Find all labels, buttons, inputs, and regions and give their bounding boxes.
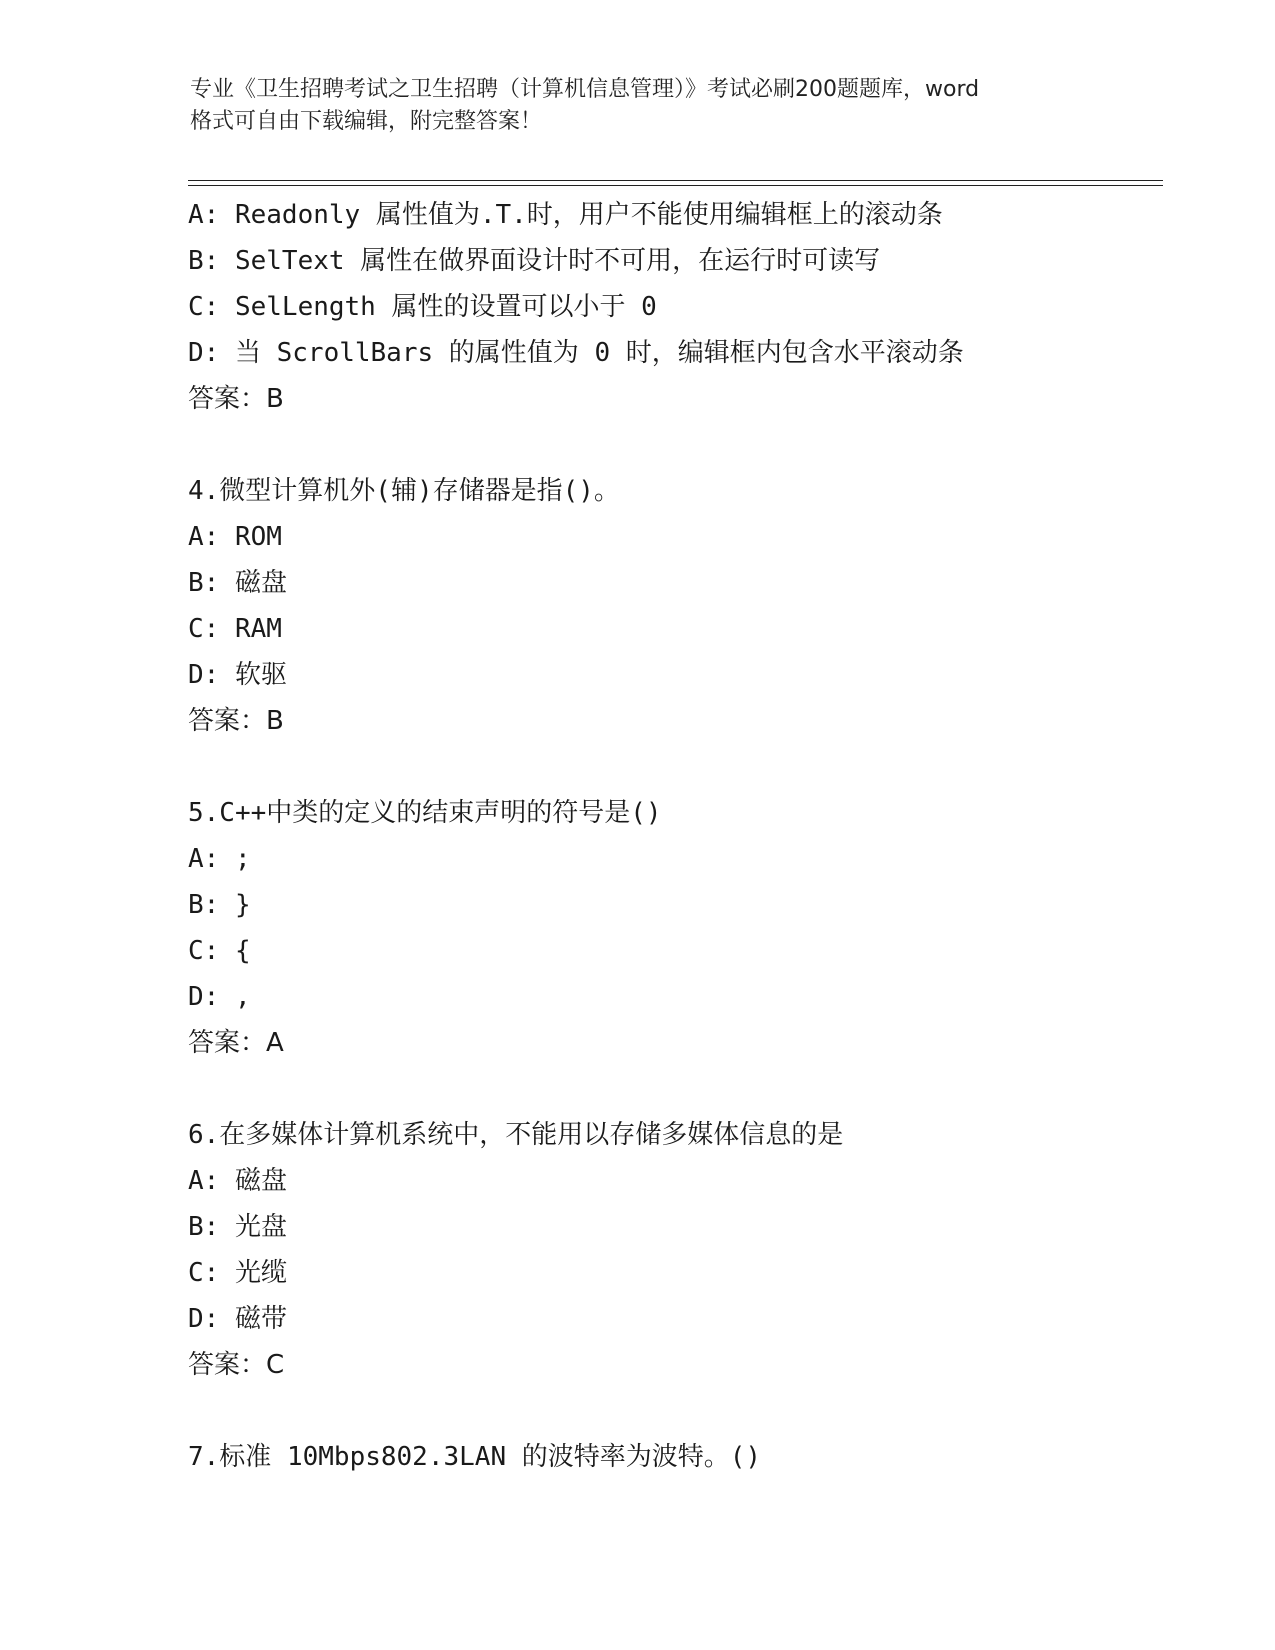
option-c: C: 光缆 [188, 1258, 287, 1288]
option-a: A: ; [188, 844, 251, 874]
question-title: 5.C++中类的定义的结束声明的符号是() [188, 798, 662, 828]
header-line-2: 格式可自由下载编辑，附完整答案！ [190, 109, 543, 134]
spacer [188, 744, 1148, 790]
answer-line: 答案：A [188, 1028, 284, 1058]
option-a: A: ROM [188, 522, 282, 552]
question-title: 4.微型计算机外(辅)存储器是指()。 [188, 476, 620, 506]
answer-line: 答案：B [188, 706, 284, 736]
option-b: B: } [188, 890, 251, 920]
question-6 [188, 1112, 1148, 1388]
option-c: C: RAM [188, 614, 282, 644]
option-d: D: 磁带 [188, 1304, 287, 1334]
option-d: D: 当 ScrollBars 的属性值为 0 时，编辑框内包含水平滚动条 [188, 338, 964, 368]
question-list [188, 192, 1148, 1480]
option-a: A: 磁盘 [188, 1166, 287, 1196]
option-c: C: SelLength 属性的设置可以小于 0 [188, 292, 657, 322]
question-5 [188, 790, 1148, 1066]
answer-line: 答案：C [188, 1350, 285, 1380]
spacer [188, 422, 1148, 468]
header-line-1: 专业《卫生招聘考试之卫生招聘（计算机信息管理）》考试必刷200题题库，word [190, 77, 980, 102]
question-title: 7.标准 10Mbps802.3LAN 的波特率为波特。() [188, 1442, 762, 1472]
question-4 [188, 468, 1148, 744]
document-header [190, 74, 1090, 138]
option-b: B: SelText 属性在做界面设计时不可用，在运行时可读写 [188, 246, 881, 276]
header-divider-thin [188, 185, 1163, 186]
question-3 [188, 192, 1148, 422]
header-divider-thick [188, 180, 1163, 181]
spacer [188, 1066, 1148, 1112]
question-7 [188, 1434, 1148, 1480]
option-b: B: 磁盘 [188, 568, 287, 598]
option-a: A: Readonly 属性值为.T.时，用户不能使用编辑框上的滚动条 [188, 200, 943, 230]
option-d: D: , [188, 982, 251, 1012]
answer-line: 答案：B [188, 384, 284, 414]
option-b: B: 光盘 [188, 1212, 287, 1242]
question-title: 6.在多媒体计算机系统中，不能用以存储多媒体信息的是 [188, 1120, 844, 1150]
option-d: D: 软驱 [188, 660, 287, 690]
spacer [188, 1388, 1148, 1434]
option-c: C: { [188, 936, 251, 966]
